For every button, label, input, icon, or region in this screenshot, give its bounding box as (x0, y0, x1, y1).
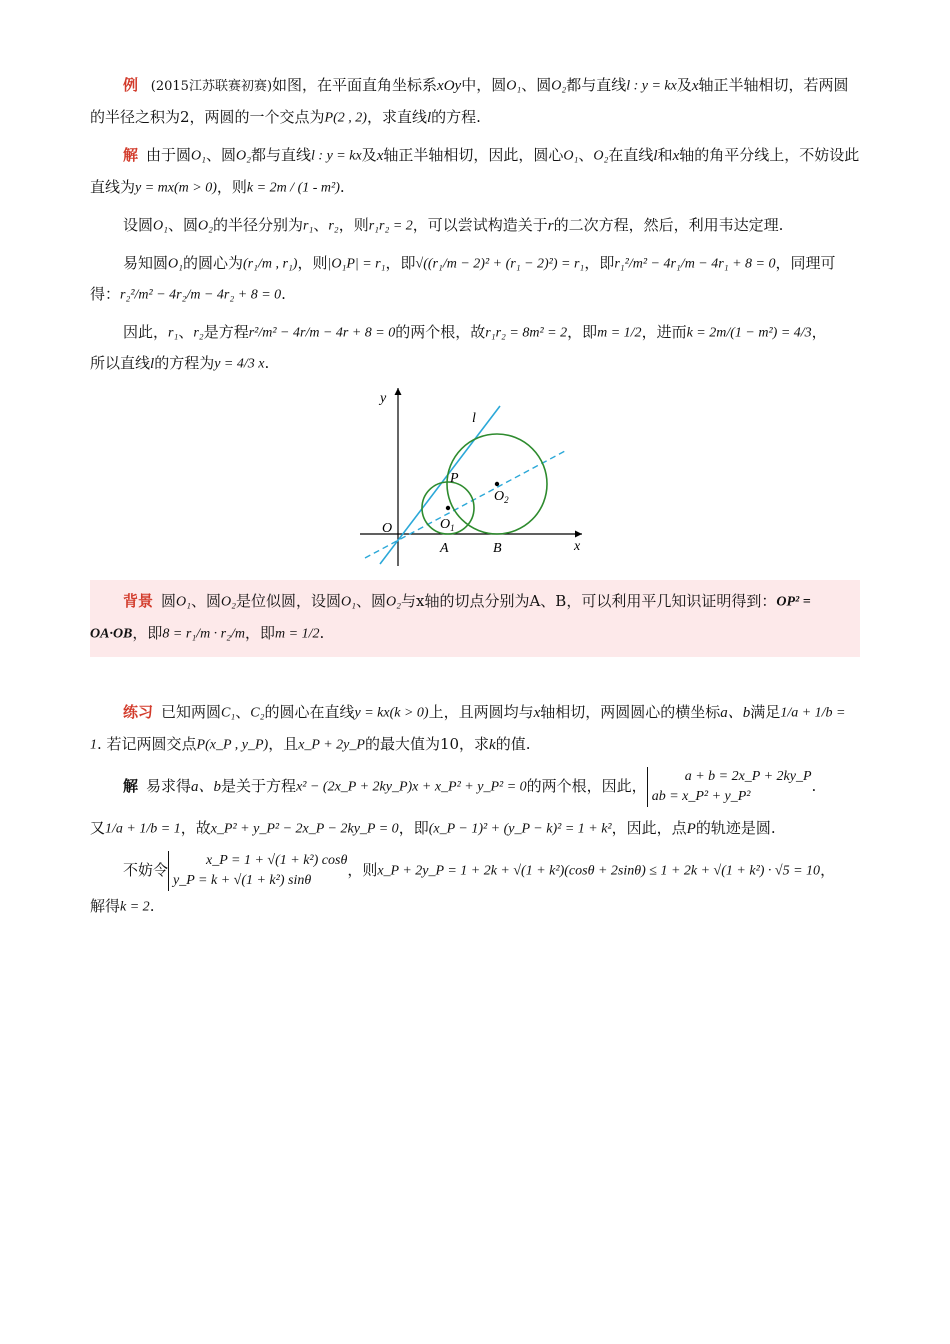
math-eq-ab: 1/a + 1/b = 1 (90, 705, 846, 753)
math-eq-o1p: |O₁P| = r₁ (327, 256, 386, 271)
background-label: 背景 (123, 592, 154, 610)
math-o1: O₁ (168, 256, 183, 271)
math-eq-prod: r₁r₂ = 8m² = 2 (485, 325, 568, 340)
math-eq-m: m = 1/2 (597, 325, 642, 340)
math-line-eq: l : y = kx (311, 148, 362, 164)
math-eq-quad: r²/m² − 4r/m − 4r + 8 = 0 (248, 325, 396, 340)
math-system-line-1: a + b = 2x_P + 2ky_P (684, 769, 812, 784)
solution-label: 解 (123, 146, 139, 164)
text: 、圆 (356, 592, 387, 610)
math-x: x (376, 148, 384, 164)
math-eq-max: x_P + 2y_P = 1 + 2k + √(1 + k²)(cosθ + 2sinθ) ≤ 1 + 2k + √(1 + k²) · √5 = 10 (377, 863, 821, 879)
math-param-line-2: y_P = k + √(1 + k²) sinθ (173, 873, 312, 888)
math-eq-quad1: r₁²/m² − 4r₁/m − 4r₁ + 8 = 0 (614, 256, 776, 271)
text: 轴相切，两圆圆心的横坐标 (540, 703, 721, 721)
text: 已知两圆 (161, 703, 222, 721)
geometry-figure (90, 386, 860, 576)
solution-paragraph-2 (90, 210, 860, 242)
math-param-line-1: x_P = 1 + √(1 + k²) cosθ (206, 853, 348, 868)
text: 、 (235, 703, 251, 721)
bisector-line (365, 451, 565, 558)
math-r1: r₁ (303, 218, 314, 233)
text: 如图，在平面直角坐标系 (272, 76, 438, 94)
background-paragraph (90, 586, 860, 649)
math-o2: O₂ (221, 594, 237, 610)
text: 由于圆 (146, 146, 192, 164)
text: ，即 (385, 253, 416, 272)
math-r1: r₁ (168, 325, 179, 340)
math-o2: O₂ (593, 148, 609, 164)
math-eq-op: OP² = OA·OB (90, 594, 811, 641)
text: 的半径分别为 (213, 215, 304, 234)
math-line-eq: l : y = kx (626, 78, 677, 94)
math-k: k (489, 737, 496, 753)
text: 与x轴的切点分别为A、B，可以利用平几知识证明得到： (401, 592, 777, 610)
text: ，则 (347, 861, 378, 879)
text: 的圆心为 (183, 253, 244, 272)
text: 、圆 (191, 592, 222, 610)
text: . 若记两圆交点 (97, 735, 197, 753)
math-eq-ymx: y = mx(m > 0) (135, 180, 217, 196)
text: 的最大值为10，求 (364, 735, 490, 753)
math-eq-8: 8 = r₁/m · r₂/m (162, 626, 245, 641)
center-o1 (446, 506, 450, 510)
math-eq-k: k = 2m / (1 - m²) (246, 180, 340, 196)
text: 的两个根，故 (395, 322, 486, 341)
exercise-solution-paragraph-3 (90, 851, 860, 923)
text: 易知圆 (123, 253, 169, 272)
math-o1: O₁ (191, 148, 207, 164)
exercise-solution-paragraph-1 (90, 767, 860, 807)
math-param-system (168, 851, 347, 891)
text: 轴正半轴相切，因此，圆心 (383, 146, 564, 164)
text: 的值. (495, 735, 531, 753)
math-eq-answer: y = 4/3 x (214, 356, 265, 372)
text: 是方程 (203, 322, 249, 341)
text: . (319, 623, 325, 642)
exercise-label: 练习 (123, 703, 154, 721)
text: ， (811, 322, 827, 341)
label-l: l (472, 411, 476, 426)
text: 都与直线 (566, 76, 627, 94)
label-x: x (574, 539, 581, 554)
math-eq-m: m = 1/2 (275, 626, 320, 641)
text: 、圆 (206, 146, 237, 164)
text: ，则 (297, 253, 328, 272)
math-c1: C₁ (221, 705, 236, 721)
math-o1: O₁ (506, 78, 522, 94)
math-o1: O₁ (341, 594, 357, 610)
math-system (647, 767, 812, 807)
example-label: 例 (123, 76, 139, 94)
math-eq-line: y = kx(k > 0) (354, 705, 429, 721)
text: 易求得 (146, 777, 192, 795)
math-r2: r₂ (328, 218, 339, 233)
text: 解得 (90, 897, 121, 915)
math-ab: a、b (720, 705, 751, 721)
exercise-solution-label: 解 (123, 777, 139, 795)
math-x: x (691, 78, 699, 94)
text: 及 (361, 146, 377, 164)
text: 所以直线 (90, 354, 151, 372)
text: 、 (313, 215, 329, 234)
text: 的圆心在直线 (264, 703, 355, 721)
exercise-solution-paragraph-2 (90, 813, 860, 845)
text: ，可以尝试构造关于 (412, 215, 548, 234)
math-eq-c: x_P² + y_P² − 2x_P − 2ky_P = 0 (210, 821, 399, 837)
math-eq-center: (r₁/m , r₁) (243, 256, 298, 271)
text: 的方程. (431, 108, 481, 126)
text: . (281, 285, 286, 303)
text: 、 (178, 322, 194, 341)
text: 因此， (123, 322, 169, 341)
document-page (90, 70, 860, 929)
example-paragraph (90, 70, 860, 134)
label-p: P (450, 471, 459, 486)
math-system-line-2: ab = x_P² + y_P² (651, 789, 751, 804)
solution-paragraph-3 (90, 248, 860, 311)
label-o1: $O_1$ (440, 517, 455, 533)
text: 满足 (750, 703, 781, 721)
text: 的方程为 (154, 354, 215, 372)
text: ，即 (245, 623, 276, 642)
text: . (811, 777, 817, 795)
text: 上，且两圆均与 (428, 703, 534, 721)
math-o1: O₁ (176, 594, 192, 610)
math-xoy: xOy (437, 78, 462, 94)
text: 在直线 (608, 146, 654, 164)
math-eq-quad: x² − (2x_P + 2ky_P)x + x_P² + y_P² = 0 (296, 779, 527, 795)
math-eq-quad2: r₂²/m² − 4r₂/m − 4r₂ + 8 = 0 (120, 287, 282, 303)
text: ，即 (584, 253, 615, 272)
example-source: (2015江苏联赛初赛) (150, 79, 273, 94)
math-eq-ab: 1/a + 1/b = 1 (105, 821, 181, 837)
text: ，则 (338, 215, 369, 234)
math-point-p: P(2 , 2) (324, 110, 367, 126)
text: 不妨令 (123, 861, 169, 879)
text: 、圆 (521, 76, 552, 94)
math-eq-sqrt: √((r₁/m − 2)² + (r₁ − 2)²) = r₁ (415, 256, 585, 271)
math-o2: O₂ (198, 218, 213, 233)
math-l: l (426, 110, 432, 126)
text: 的轨迹是圆. (695, 819, 776, 837)
text: ， (820, 861, 836, 879)
math-r2: r₂ (193, 325, 204, 340)
label-b: B (493, 541, 502, 556)
math-o2: O₂ (551, 78, 567, 94)
text: ，即 (398, 819, 429, 837)
text: 又 (90, 819, 106, 837)
text: 、圆 (168, 215, 199, 234)
text: ，因此，点 (611, 819, 687, 837)
text: 中，圆 (461, 76, 507, 94)
math-l: l (150, 356, 155, 372)
math-o1: O₁ (563, 148, 579, 164)
text: ，即 (567, 322, 598, 341)
exercise-paragraph (90, 697, 860, 761)
background-box (90, 580, 860, 657)
math-eq-circle: (x_P − 1)² + (y_P − k)² = 1 + k² (428, 821, 612, 837)
math-x: x (672, 148, 680, 164)
text: ，且 (268, 735, 299, 753)
text: . (149, 897, 155, 915)
text: ，则 (216, 178, 247, 196)
text: . (339, 178, 345, 196)
solution-paragraph-1 (90, 140, 860, 204)
math-eq-k: k = 2 (120, 899, 150, 915)
text: 圆 (161, 592, 177, 610)
text: 都与直线 (251, 146, 312, 164)
text: 是关于方程 (221, 777, 297, 795)
text: 及 (676, 76, 692, 94)
text: 轴的角平分线上，不妨设此直线为 (90, 146, 860, 196)
label-y: y (380, 391, 387, 406)
text: . (264, 354, 270, 372)
text: ，故 (180, 819, 211, 837)
text: ，进而 (641, 322, 687, 341)
math-o2: O₂ (386, 594, 402, 610)
text: 和 (657, 146, 673, 164)
math-r: r (547, 217, 554, 234)
label-o: O (382, 521, 393, 536)
solution-paragraph-4 (90, 317, 860, 381)
math-x: x (533, 705, 541, 721)
center-o2 (495, 482, 499, 486)
text: 的二次方程，然后，利用韦达定理. (553, 215, 784, 234)
text: 是位似圆，设圆 (236, 592, 342, 610)
math-p: P (686, 821, 696, 837)
label-a: A (440, 541, 449, 556)
math-o2: O₂ (236, 148, 252, 164)
text: ，同理可得： (90, 253, 836, 303)
text: ，求直线 (366, 108, 427, 126)
label-o2: $O_2$ (494, 489, 509, 505)
math-eq-p: P(x_P , y_P) (196, 737, 269, 753)
math-eq-r1r2: r₁r₂ = 2 (368, 218, 413, 233)
math-ab: a、b (191, 779, 222, 795)
figure-svg (360, 386, 600, 576)
math-o1: O₁ (153, 218, 168, 233)
text: 轴正半轴相切，若两圆的半径之积为2，两圆的一个交点为 (90, 76, 849, 126)
math-eq-sum: x_P + 2y_P (298, 737, 365, 753)
math-c2: C₂ (250, 705, 265, 721)
text: ，即 (132, 623, 163, 642)
math-eq-kval: k = 2m/(1 − m²) = 4/3 (686, 325, 812, 340)
text: 的两个根，因此， (526, 777, 647, 795)
text: 设圆 (123, 215, 154, 234)
text: 、 (578, 146, 594, 164)
math-l: l (653, 148, 658, 164)
